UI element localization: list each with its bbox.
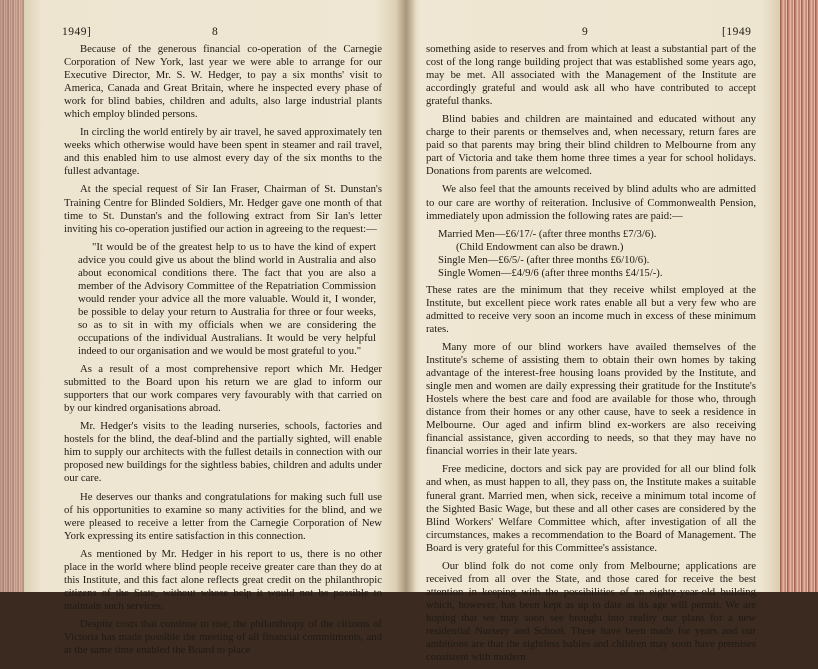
paragraph: Our blind folk do not come only from Melbourne; applications are received from all over the State, and those cared for receive the best attention in keeping with the possibilities of an eighty-year-old building which, however, has been kept as up to date as its age will permit. We are hoping that we may soon see brought into reality our plans for a new residential Nursery and School. These have been made for years and our ambitions are that the sightless babies and children may soon have premises consistent with modern	[426, 559, 756, 664]
paragraph: As a result of a most comprehensive report which Mr. Hedger submitted to the Board upon his return we are glad to inform our supporters that our work compares very favourably with that carried on by our kindred organisations abroad.	[64, 363, 382, 415]
paragraph: something aside to reserves and from which at least a substantial part of the cost of the long range building project that was established some years ago, may be met. All associated with the Management of the Institute are accordingly grateful and would ask all who have contributed to accept grateful thanks.	[426, 43, 756, 108]
paragraph: He deserves our thanks and congratulations for making such full use of his opportunities to examine so many activities for the blind, and we were pleased to receive a letter from the Carnegie Corporation of New York expressing its entire satisfaction in this connection.	[64, 490, 382, 542]
left-page	[24, 0, 406, 657]
left-header-year: 1949]	[62, 26, 92, 38]
left-body-text	[64, 43, 382, 662]
rate-line: Married Men—£6/17/- (after three months £7/3/6).	[438, 227, 657, 240]
paragraph: Many more of our blind workers have availed themselves of the Institute's scheme of assisting them to obtain their own homes by taking advantage of the interest-free housing loans provided by the Institute, and single men and women are daily expressing their gratitude for the Institute's Hostels where the best care and food are available for those who, through distance from their homes or any other cause, have to seek a residence in Melbourne. Our aged and infirm blind ex-workers are also receiving financial assistance, given according to needs, so that they may have no financial worries in their late years.	[426, 340, 756, 458]
paragraph: Free medicine, doctors and sick pay are provided for all our blind folk and when, as must happen to all, they pass on, the Institute makes a suitable funeral grant. Married men, when sick, receive a minimum total income of the Sighted Basic Wage, but these and all other cases are considered by the Blind Workers' Welfare Committee which, after investigation of all the circumstances, makes a recommendation to the Board of Management. The Board is very grateful for this Committee's assistance.	[426, 463, 756, 554]
rate-line: Single Men—£6/5/- (after three months £6/10/6).	[438, 253, 650, 266]
paragraph: At the special request of Sir Ian Fraser, Chairman of St. Dunstan's Training Centre for Blinded Soldiers, Mr. Hedger gave one month of that time to St. Dunstan's and the following extract from Sir Ian's letter inviting his co-operation justified our action in agreeing to the request:—	[64, 183, 382, 235]
right-page-edges	[780, 0, 818, 592]
right-body-text	[426, 43, 756, 669]
right-page-number: 9	[582, 26, 589, 38]
paragraph: Because of the generous financial co-operation of the Carnegie Corporation of New York, last year we were able to arrange for our Executive Director, Mr. S. W. Hedger, to pay a six months' visit to America, Canada and Great Britain, where he inspected every phase of work for blind babies, children and adults, also large industrial plants which employ blinded persons.	[64, 43, 382, 121]
paragraph: Mr. Hedger's visits to the leading nurseries, schools, factories and hostels for the blind, the deaf-blind and the partially sighted, will enable him to supply our architects with the fullest details in connection with our proposed new buildings for the sightless babies, children and adults under our care.	[64, 420, 382, 485]
rate-line: Single Women—£4/9/6 (after three months £4/15/-).	[438, 266, 663, 279]
paragraph: In circling the world entirely by air travel, he saved approximately ten weeks which otherwise would have been spent in steamer and rail travel, and this enabled him to use almost every day of the six months to the fullest advantage.	[64, 126, 382, 178]
paragraph: As mentioned by Mr. Hedger in his report to us, there is no other place in the world where blind people receive greater care than they do at this Institute, and this fact alone reflects great credit on the philanthropic citizens of the State, without whose help it would not be possible to maintain such services.	[64, 547, 382, 612]
left-page-edges	[0, 0, 24, 592]
book-gutter	[396, 0, 416, 592]
left-page-number: 8	[212, 26, 219, 38]
paragraph: Despite costs that continue to rise, the philanthropy of the citizens of Victoria has made possible the meeting of all financial commitments, and at the same time enabled the Board to place	[64, 617, 382, 657]
paragraph: Blind babies and children are maintained and educated without any charge to their parents or themselves and, when necessary, return fares are paid so that parents may bring their blind children to Melbourne from any part of Victoria and take them home three times a year for school holidays. Donations from parents are welcomed.	[426, 113, 756, 178]
right-page	[406, 0, 780, 664]
right-header-year: [1949	[722, 26, 752, 38]
paragraph: These rates are the minimum that they receive whilst employed at the Institute, but excellent piece work rates enable all but a very few who are admitted to receive very soon an income much in excess of these minimum rates.	[426, 283, 756, 335]
rates-list	[426, 228, 756, 280]
quote-paragraph: "It would be of the greatest help to us to have the kind of expert advice you could give us about the blind world in Australia and also about economical conditions there. The fact that you are also a member of the Advisory Committee of the Repatriation Commission would render your advice all the more valuable. Would it, I wonder, be possible to delay your return to Australia for three or four weeks, so as to sit in with my officials when we are considering the occupations of the individual Australians. It would be very helpful indeed to our organisation and we would be most grateful to you."	[78, 240, 376, 358]
rate-line: (Child Endowment can also be drawn.)	[456, 240, 624, 253]
paragraph: We also feel that the amounts received by blind adults who are admitted to our care are worthy of reiteration. Inclusive of Commonwealth Pension, immediately upon admission the following rates are paid:—	[426, 183, 756, 222]
